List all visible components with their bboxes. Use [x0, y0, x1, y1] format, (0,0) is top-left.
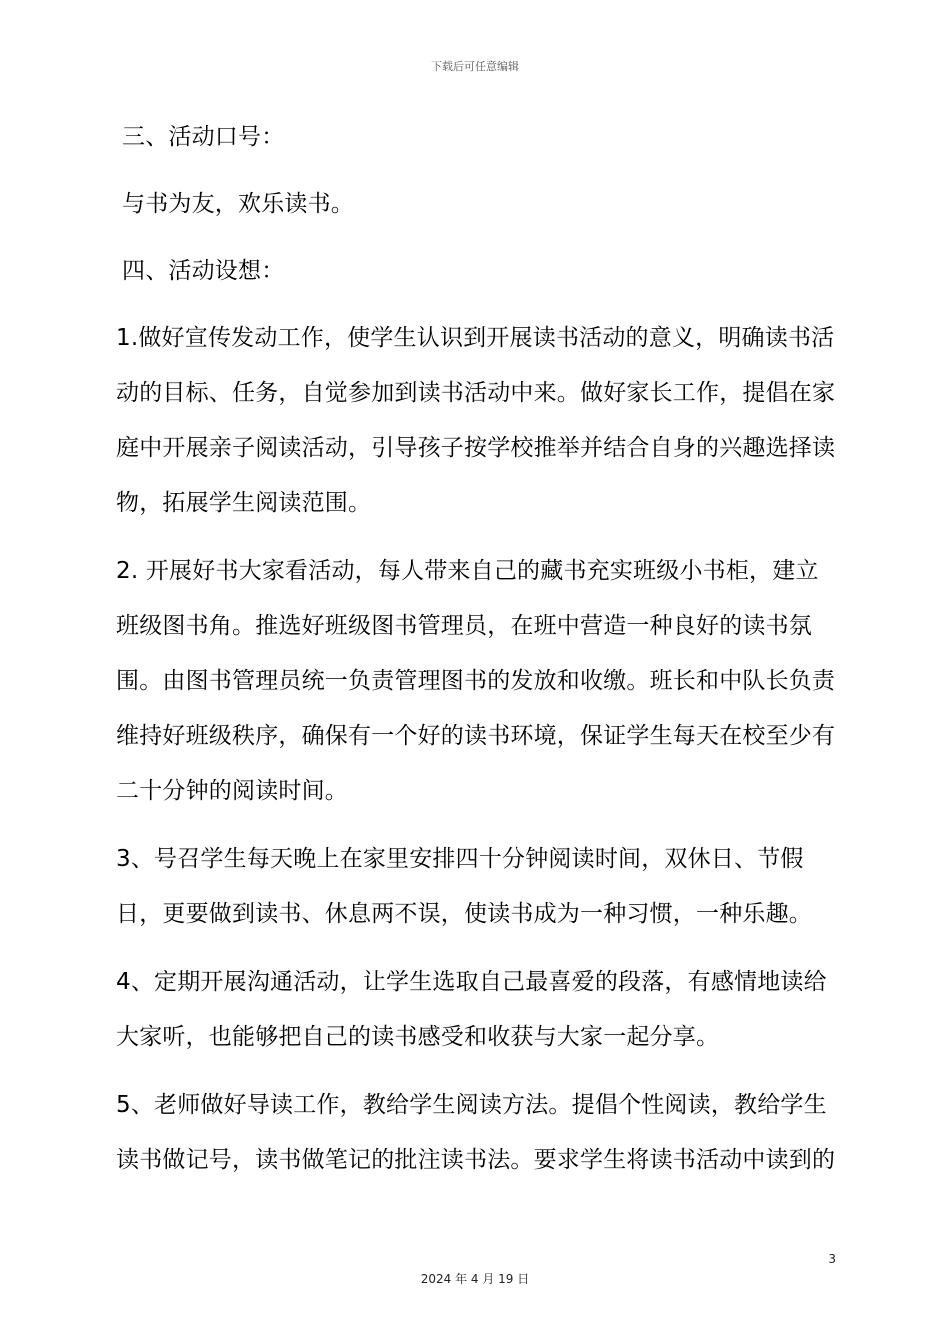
footer-date: 2024 年 4 月 19 日: [420, 1272, 530, 1286]
page-number: 3: [828, 1252, 836, 1266]
section-heading-slogan: 三、活动口号：: [122, 124, 285, 150]
slogan-text: 与书为友，欢乐读书。: [122, 191, 354, 217]
plan-item-3: 3、号召学生每天晚上在家里安排四十分钟阅读时间，双休日、节假日，更要做到读书、休息两不误，使读书成为一种习惯，一种乐趣。: [116, 846, 812, 927]
header-note: 下载后可任意编辑: [431, 60, 519, 73]
section-heading-plan: 四、活动设想：: [122, 258, 285, 284]
plan-item-1: 1.做好宣传发动工作，使学生认识到开展读书活动的意义，明确读书活动的目标、任务，自觉参加到读书活动中来。做好家长工作，提倡在家庭中开展亲子阅读活动，引导孩子按学校推举并结合自身的兴趣选择读物，拓展学生阅读范围。: [116, 325, 836, 516]
plan-item-5: 5、老师做好导读工作，教给学生阅读方法。提倡个性阅读，教给学生读书做记号，读书做笔记的批注读书法。要求学生将读书活动中读到的: [116, 1092, 836, 1173]
document-body: [116, 110, 840, 1201]
plan-item-2: 2. 开展好书大家看活动，每人带来自己的藏书充实班级小书柜，建立班级图书角。推选好班级图书管理员，在班中营造一种良好的读书氛围。由图书管理员统一负责管理图书的发放和收缴。班长和中队长负责维持好班级秩序，确保有一个好的读书环境，保证学生每天在校至少有二十分钟的阅读时间。: [116, 558, 836, 804]
plan-item-4: 4、定期开展沟通活动，让学生选取自己最喜爱的段落，有感情地读给大家听，也能够把自己的读书感受和收获与大家一起分享。: [116, 969, 827, 1050]
